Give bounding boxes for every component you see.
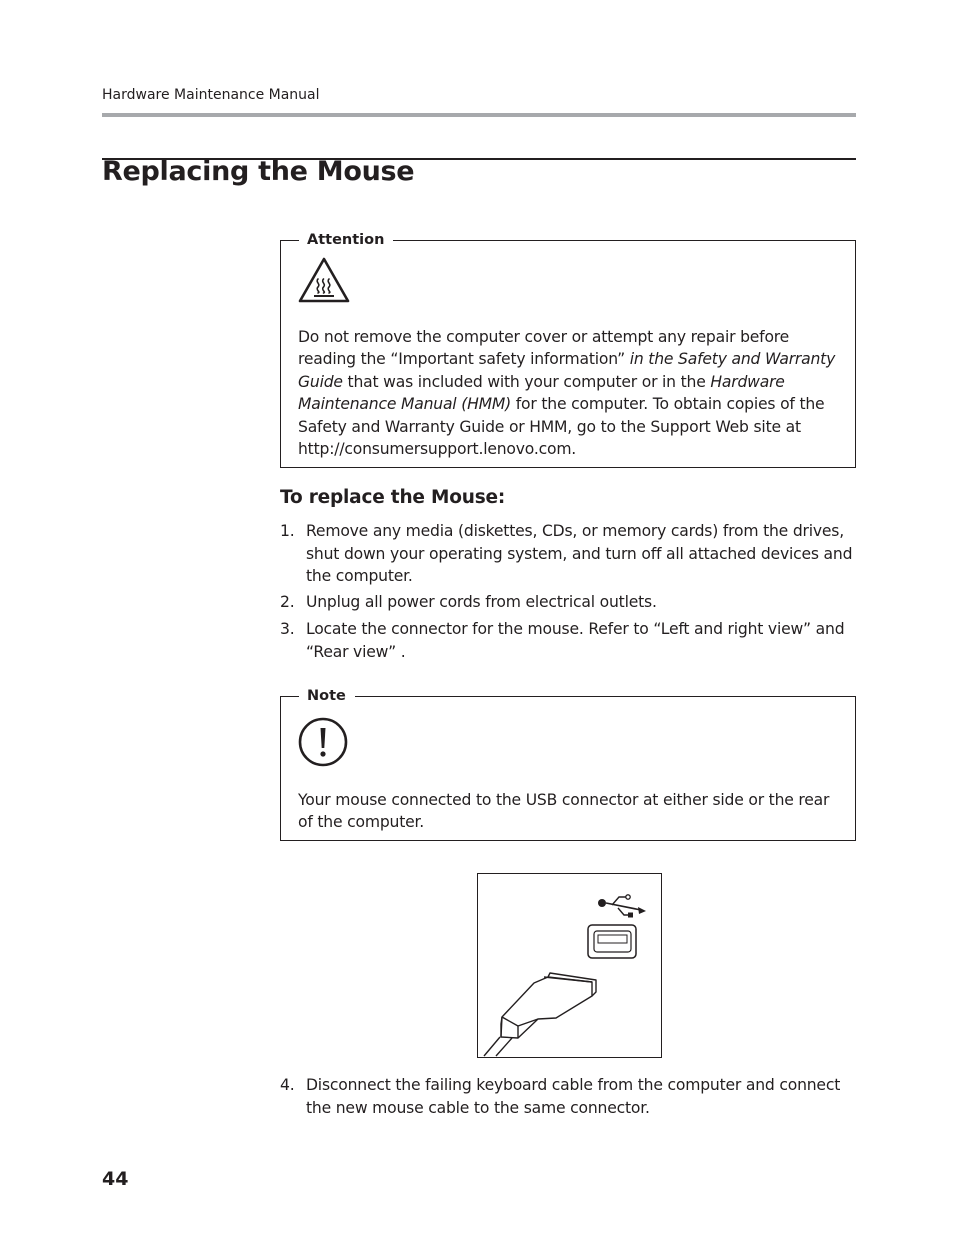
note-text: Your mouse connected to the USB connector at either side or the rear of the computer. xyxy=(298,791,830,832)
step-text: Locate the connector for the mouse. Refer to “Left and right view” and “Rear view” . xyxy=(306,620,845,661)
attention-text xyxy=(298,326,841,460)
step-text: Unplug all power cords from electrical outlets. xyxy=(306,593,657,611)
step-text: Remove any media (diskettes, CDs, or memory cards) from the drives, shut down your operating system, and turn off all attached devices and the computer. xyxy=(306,522,853,586)
step-number: 1. xyxy=(280,522,295,540)
usb-port-icon xyxy=(588,925,636,958)
usb-plug-icon xyxy=(484,973,596,1056)
attention-label: Attention xyxy=(299,230,393,250)
attention-box xyxy=(280,232,856,468)
running-header: Hardware Maintenance Manual xyxy=(102,87,320,103)
hot-surface-warning-icon xyxy=(297,257,351,309)
usb-symbol-icon xyxy=(598,895,646,918)
attention-text-italic-hmm: Hardware Maintenance Manual (HMM) xyxy=(298,372,785,414)
step-number: 2. xyxy=(280,593,295,611)
attention-text-italic-guide: in the Safety and Warranty Guide xyxy=(298,350,836,391)
attention-text-part5: for the computer. To obtain copies of the Safety and Warranty Guide or HMM, go to the Support Web site at http://consumersupport.lenovo.com. xyxy=(298,395,825,459)
procedure-step xyxy=(280,520,860,588)
step-number: 4. xyxy=(280,1076,295,1094)
step-text: Disconnect the failing keyboard cable from the computer and connect the new mouse cable to the same connector. xyxy=(306,1076,841,1117)
procedure-step xyxy=(280,591,860,614)
procedure-heading: To replace the Mouse: xyxy=(280,487,506,508)
attention-text-part1: Do not remove the computer cover or attempt any repair before reading the “Important safety information” xyxy=(298,328,790,369)
procedure-step xyxy=(280,1074,860,1119)
header-rule xyxy=(102,113,856,117)
note-box xyxy=(280,688,856,841)
procedure-step xyxy=(280,618,860,663)
note-label: Note xyxy=(299,686,355,706)
usb-connector-figure xyxy=(477,873,662,1058)
page-number: 44 xyxy=(102,1168,129,1190)
exclamation-circle-icon xyxy=(297,717,349,771)
attention-text-part3: that was included with your computer or in the xyxy=(342,372,711,391)
step-number: 3. xyxy=(280,620,295,638)
page-title: Replacing the Mouse xyxy=(102,156,415,187)
